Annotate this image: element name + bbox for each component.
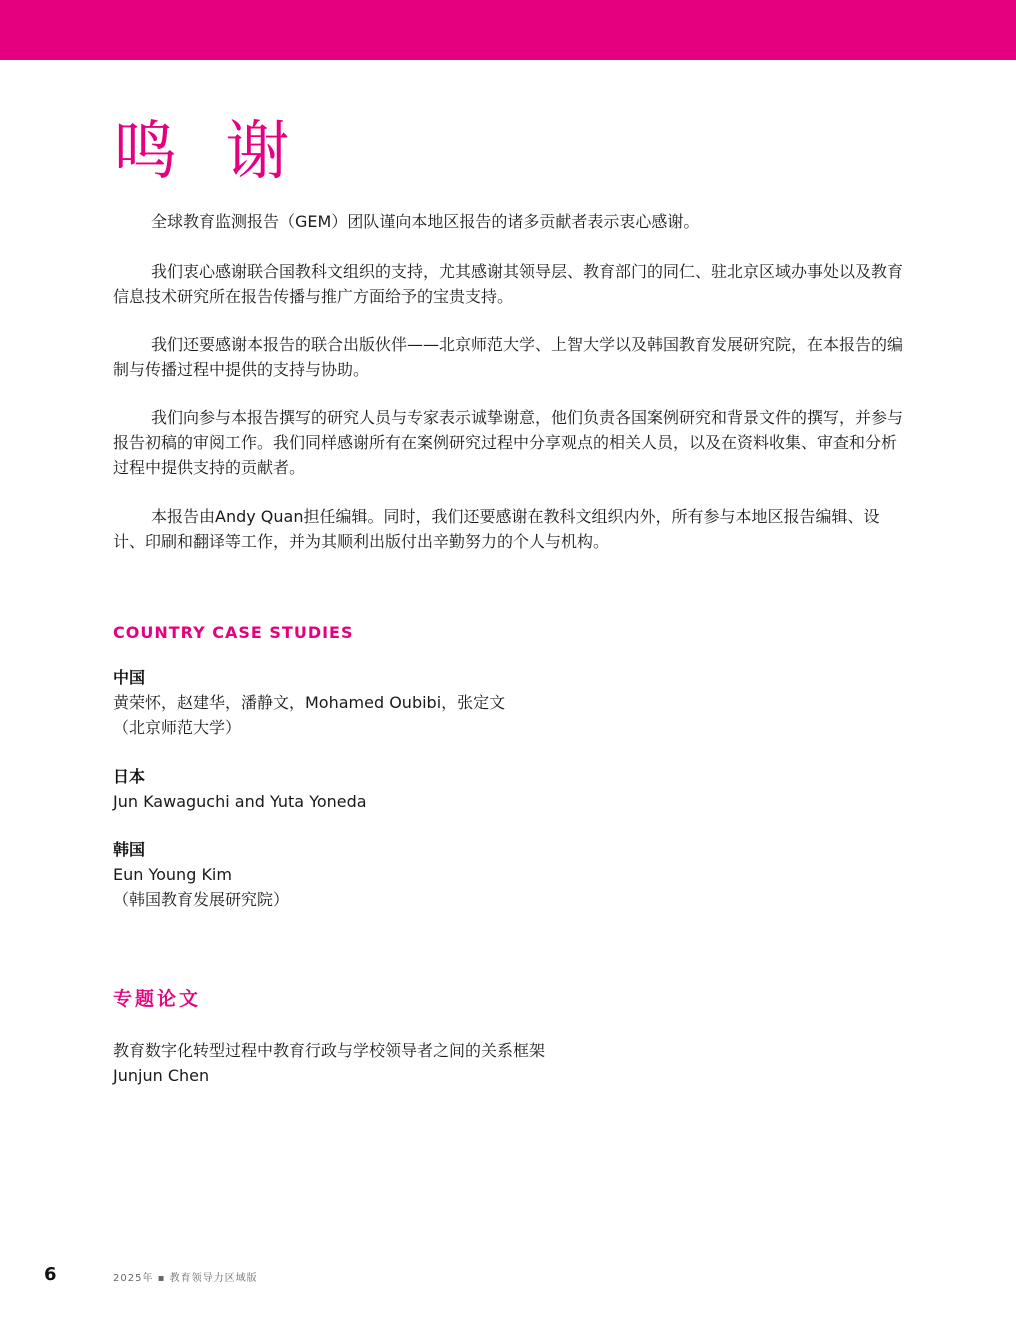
country-institution: （北京师范大学） — [113, 718, 242, 737]
researchers-thanks-paragraph: 我们向参与本报告撰写的研究人员与专家表示诚挚谢意，他们负责各国案例研究和背景文件的撰写，并参与报告初稿的审阅工作。我们同样感谢所有在案例研究过程中分享观点的相关人员，以及在资料收集、审查和分析过程中提供支持的贡献者。 — [113, 408, 904, 477]
country-authors: Eun Young Kim — [113, 865, 232, 884]
partners-thanks-paragraph: 我们还要感谢本报告的联合出版伙伴——北京师范大学、上智大学以及韩国教育发展研究院，在本报告的编制与传播过程中提供的支持与协助。 — [113, 335, 904, 379]
case-study-korea — [113, 837, 913, 912]
page-number: 6 — [44, 1264, 57, 1285]
country-name: 韩国 — [113, 840, 146, 859]
country-authors: 黄荣怀，赵建华，潘静文，Mohamed Oubibi，张定文 — [113, 693, 506, 712]
editor-thanks-paragraph: 本报告由Andy Quan担任编辑。同时，我们还要感谢在教科文组织内外，所有参与本地区报告编辑、设计、印刷和翻译等工作，并为其顺利出版付出辛勤努力的个人与机构。 — [113, 507, 880, 551]
page-title: 鸣 谢 — [113, 115, 304, 189]
country-name: 中国 — [113, 668, 146, 687]
case-study-china — [113, 665, 913, 740]
paper-author: Junjun Chen — [113, 1066, 210, 1085]
thematic-paper-entry — [113, 1038, 913, 1088]
thematic-papers-heading: 专题论文 — [113, 988, 202, 1010]
country-name: 日本 — [113, 767, 146, 786]
country-institution: （韩国教育发展研究院） — [113, 890, 290, 909]
intro-paragraph: 全球教育监测报告（GEM）团队谨向本地区报告的诸多贡献者表示衷心感谢。 — [151, 212, 700, 231]
case-studies-heading: COUNTRY CASE STUDIES — [113, 623, 354, 642]
country-authors: Jun Kawaguchi and Yuta Yoneda — [113, 792, 367, 811]
unesco-thanks-paragraph: 我们衷心感谢联合国教科文组织的支持，尤其感谢其领导层、教育部门的同仁、驻北京区域办事处以及教育信息技术研究所在报告传播与推广方面给予的宝贵支持。 — [113, 262, 904, 306]
footer-report-label: 2025年 ▪ 教育领导力区域版 — [113, 1273, 258, 1284]
case-study-japan — [113, 764, 913, 814]
paper-title: 教育数字化转型过程中教育行政与学校领导者之间的关系框架 — [113, 1041, 546, 1060]
top-accent-band — [0, 0, 1016, 60]
